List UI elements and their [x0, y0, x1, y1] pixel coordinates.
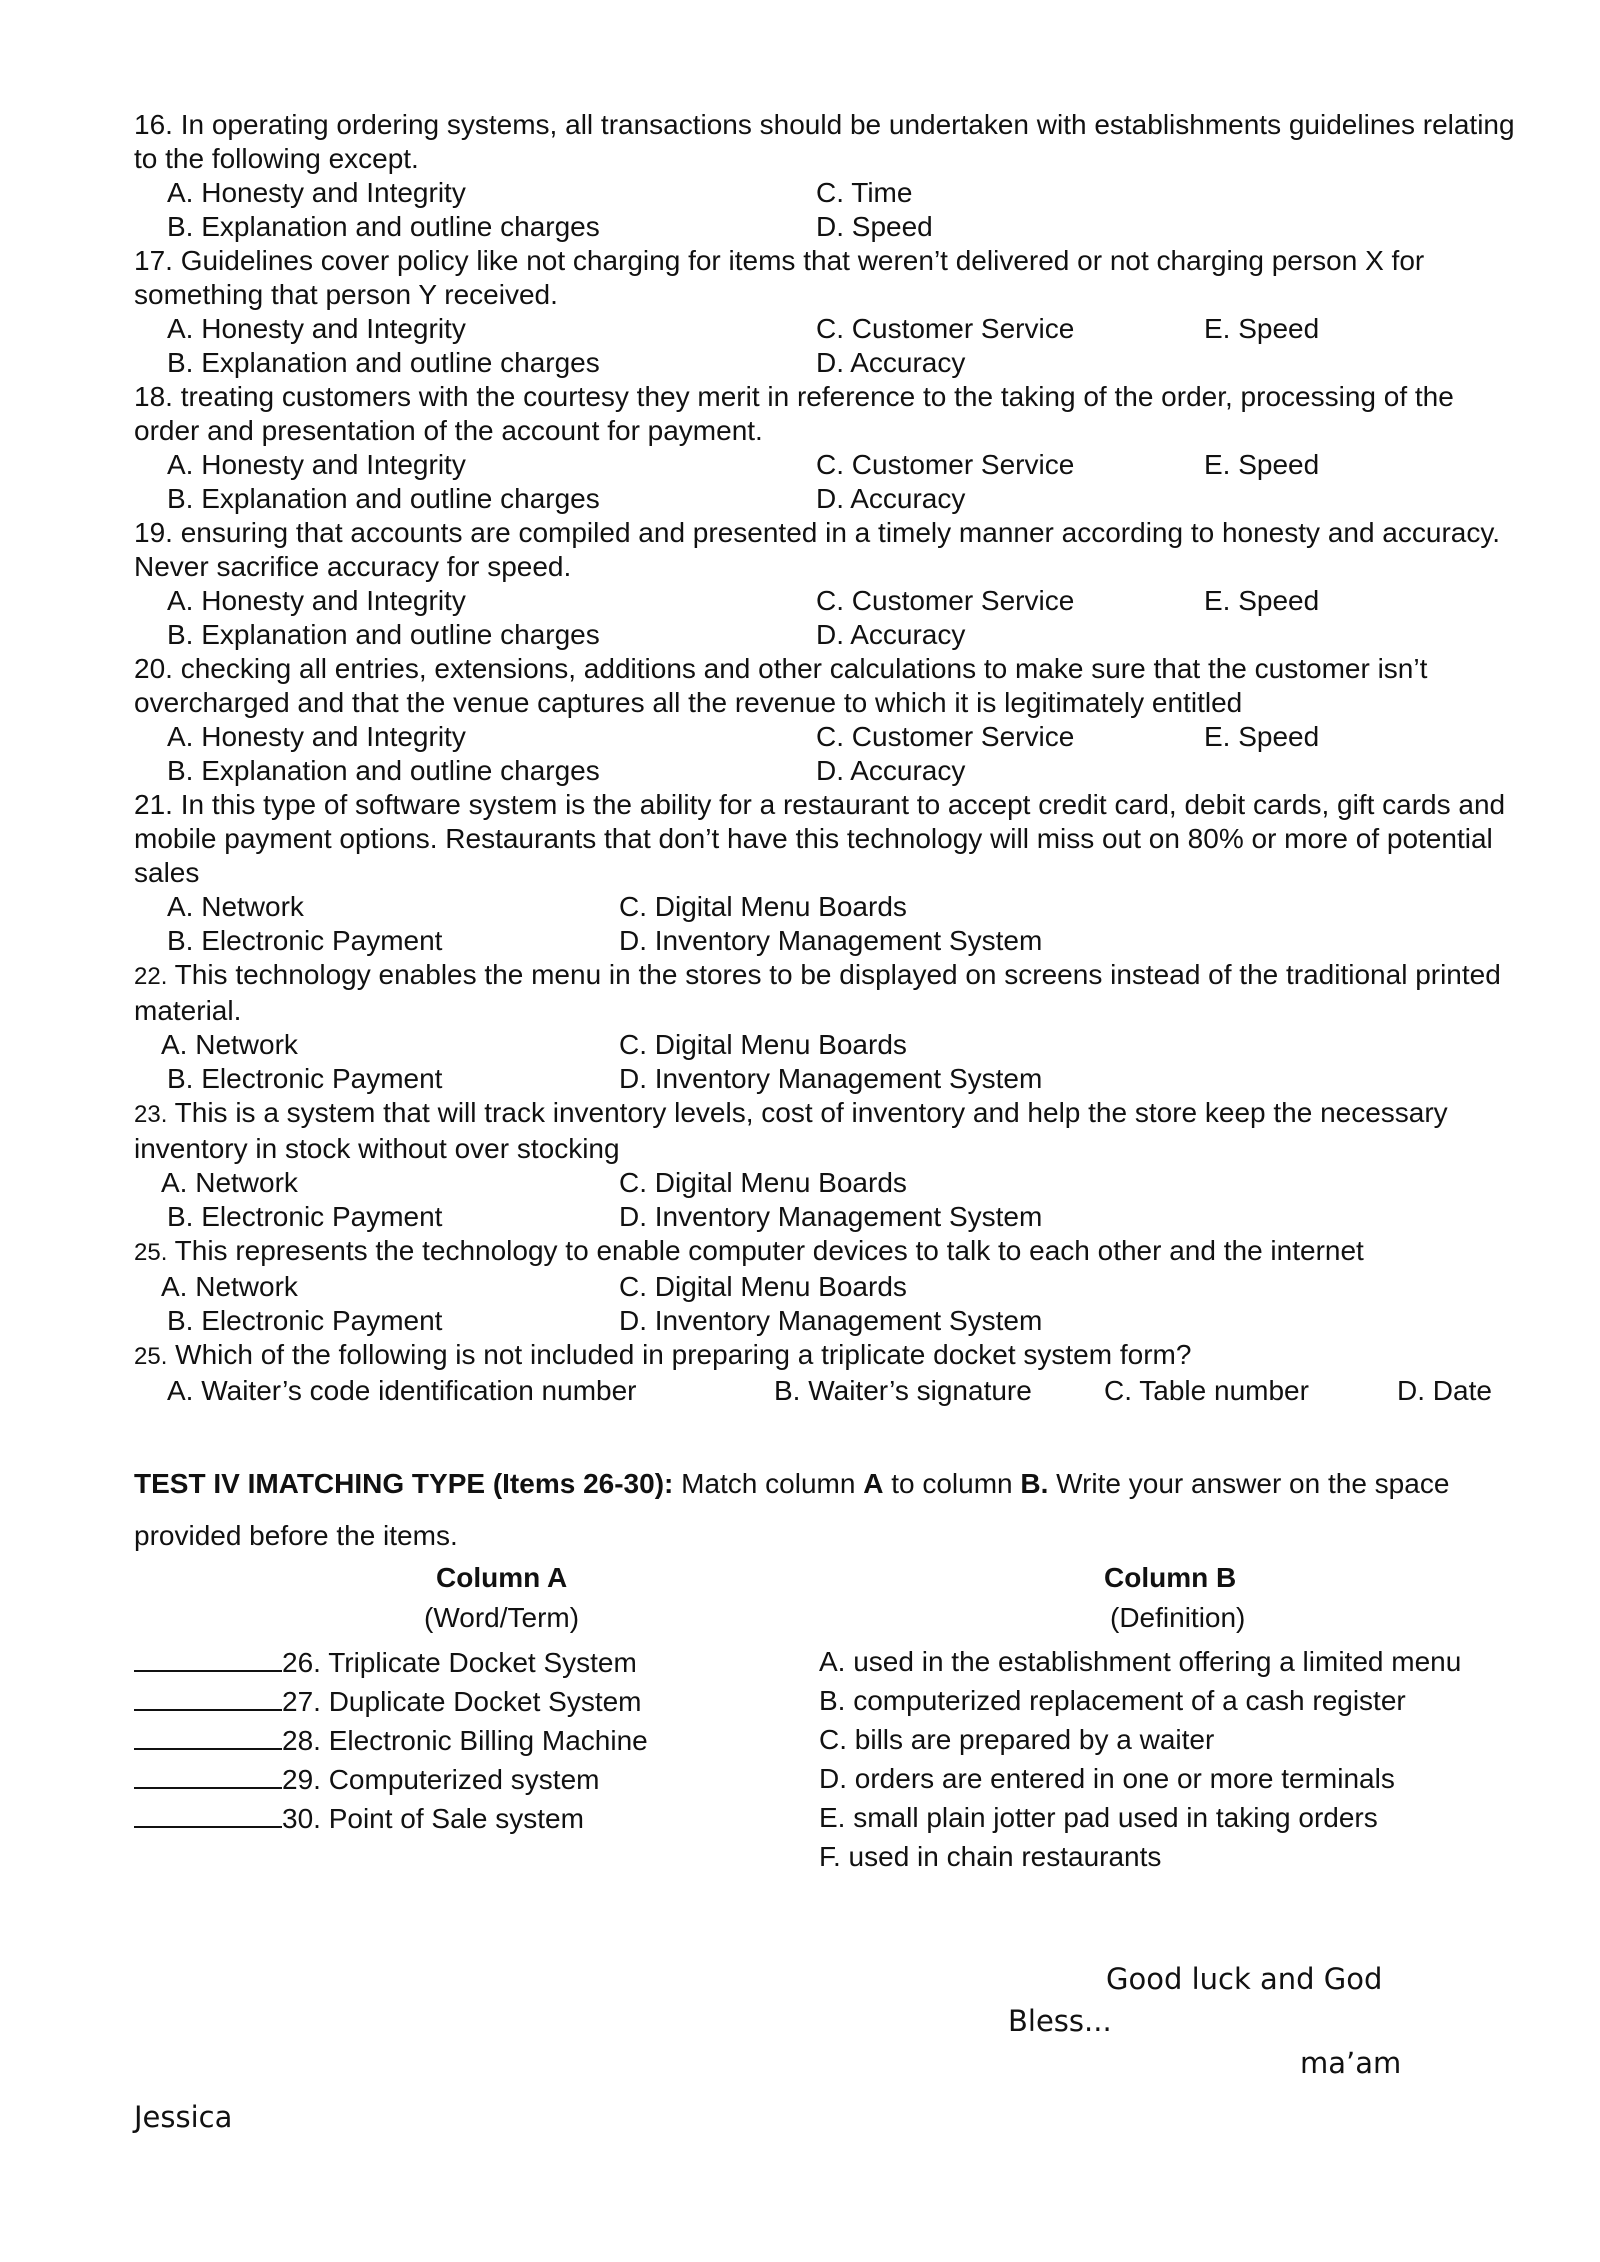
option: A. Network: [167, 891, 304, 922]
test-iv-instructions: [134, 1458, 1524, 1562]
option: D. Inventory Management System: [619, 925, 1043, 956]
question-stem: [134, 1338, 1524, 1374]
option: C. Customer Service: [816, 721, 1075, 752]
question-19: [134, 516, 1524, 652]
question-number: 23.: [134, 1101, 168, 1128]
option: E. Speed: [1204, 313, 1320, 344]
question-number: 25.: [134, 1343, 168, 1370]
question-stem: 16. In operating ordering systems, all transactions should be undertaken with establishments guidelines relating to the following except.: [134, 109, 1515, 174]
option: B. Explanation and outline charges: [167, 619, 600, 650]
option: B. Explanation and outline charges: [167, 755, 600, 786]
question-25a: [134, 1234, 1524, 1338]
test-heading: TEST IV IMATCHING TYPE (Items 26-30):: [134, 1468, 674, 1499]
option: A. Network: [161, 1029, 298, 1060]
instruction-text: to column: [883, 1468, 1021, 1499]
option: B. Explanation and outline charges: [167, 483, 600, 514]
question-stem: [134, 1234, 1524, 1270]
answer-blank[interactable]: [134, 1759, 282, 1789]
option: E. Speed: [1204, 585, 1320, 616]
answer-blank[interactable]: [134, 1681, 282, 1711]
term-text: 30. Point of Sale system: [282, 1803, 584, 1834]
definition-row: E. small plain jotter pad used in taking orders: [819, 1802, 1378, 1833]
option: D. Inventory Management System: [619, 1063, 1043, 1094]
option: E. Speed: [1204, 721, 1320, 752]
question-23: [134, 1096, 1524, 1234]
option: B. Electronic Payment: [167, 1201, 443, 1232]
option: B. Explanation and outline charges: [167, 211, 600, 242]
question-stem: 19. ensuring that accounts are compiled and presented in a timely manner according to honesty and accuracy. Never sacrifice accuracy for speed.: [134, 517, 1501, 582]
question-text: This is a system that will track inventory levels, cost of inventory and help the store keep the necessary inventory in stock without over stocking: [134, 1097, 1448, 1164]
option: C. Digital Menu Boards: [619, 1167, 907, 1198]
option: B. Electronic Payment: [167, 1305, 443, 1336]
term-text: 28. Electronic Billing Machine: [282, 1725, 648, 1756]
question-20: [134, 652, 1524, 788]
question-text: This technology enables the menu in the stores to be displayed on screens instead of the traditional printed material.: [134, 959, 1501, 1026]
question-22: [134, 958, 1524, 1096]
matching-table: [134, 1642, 1524, 1872]
question-25b: [134, 1338, 1524, 1408]
term-row: [134, 1798, 584, 1837]
question-number: 25.: [134, 1239, 168, 1266]
instruction-text: Match column: [673, 1468, 864, 1499]
question-stem: 21. In this type of software system is the ability for a restaurant to accept credit card, debit cards, gift cards and mobile payment options. Restaurants that don’t have this technology will miss out on 80% or more of potential sales: [134, 789, 1506, 888]
option: A. Network: [161, 1167, 298, 1198]
definition-row: C. bills are prepared by a waiter: [819, 1724, 1215, 1755]
option: E. Speed: [1204, 449, 1320, 480]
option: C. Table number: [1104, 1375, 1309, 1406]
column-a-ref: A: [863, 1468, 884, 1499]
option: A. Honesty and Integrity: [167, 721, 466, 752]
question-stem: 20. checking all entries, extensions, additions and other calculations to make sure that the customer isn’t overcharged and that the venue captures all the revenue to which it is legitimately entitled: [134, 653, 1428, 718]
question-text: This represents the technology to enable computer devices to talk to each other and the internet: [167, 1235, 1364, 1266]
term-row: [134, 1642, 637, 1681]
option: B. Explanation and outline charges: [167, 347, 600, 378]
term-text: 26. Triplicate Docket System: [282, 1647, 637, 1678]
option: C. Customer Service: [816, 449, 1075, 480]
question-18: [134, 380, 1524, 516]
column-b-ref: B.: [1020, 1468, 1049, 1499]
option: C. Customer Service: [816, 585, 1075, 616]
option: C. Digital Menu Boards: [619, 1271, 907, 1302]
question-stem: [134, 958, 1524, 1028]
answer-blank[interactable]: [134, 1642, 282, 1672]
option: D. Inventory Management System: [619, 1201, 1043, 1232]
option: D. Accuracy: [816, 347, 966, 378]
option: C. Time: [816, 177, 913, 208]
term-row: [134, 1759, 599, 1798]
option: D. Speed: [816, 211, 933, 242]
option: D. Accuracy: [816, 483, 966, 514]
option: C. Customer Service: [816, 313, 1075, 344]
option: D. Inventory Management System: [619, 1305, 1043, 1336]
closing-line-1: Good luck and God: [1106, 1962, 1383, 1996]
closing-line-3: ma’am: [1300, 2046, 1402, 2080]
option: D. Accuracy: [816, 619, 966, 650]
column-b-subtitle: (Definition): [1110, 1602, 1246, 1633]
term-row: [134, 1681, 642, 1720]
option: C. Digital Menu Boards: [619, 1029, 907, 1060]
question-stem: [134, 1096, 1524, 1166]
answer-blank[interactable]: [134, 1720, 282, 1750]
column-headers: [134, 1562, 1524, 1642]
question-stem: 18. treating customers with the courtesy they merit in reference to the taking of the order, processing of the order and presentation of the account for payment.: [134, 381, 1454, 446]
definition-row: B. computerized replacement of a cash register: [819, 1685, 1406, 1716]
question-text: Which of the following is not included in preparing a triplicate docket system form?: [167, 1339, 1192, 1370]
term-text: 27. Duplicate Docket System: [282, 1686, 642, 1717]
column-a-title: Column A: [436, 1562, 568, 1593]
definition-row: D. orders are entered in one or more terminals: [819, 1763, 1395, 1794]
definition-row: A. used in the establishment offering a limited menu: [819, 1646, 1462, 1677]
option: B. Electronic Payment: [167, 1063, 443, 1094]
option: B. Electronic Payment: [167, 925, 443, 956]
question-number: 22.: [134, 963, 168, 990]
question-21: [134, 788, 1524, 958]
closing-line-2: Bless...: [1008, 2004, 1112, 2038]
definition-row: F. used in chain restaurants: [819, 1841, 1162, 1872]
option: A. Honesty and Integrity: [167, 449, 466, 480]
term-text: 29. Computerized system: [282, 1764, 600, 1795]
teacher-name: Jessica: [134, 2100, 233, 2134]
option: D. Date: [1397, 1375, 1492, 1406]
option: C. Digital Menu Boards: [619, 891, 907, 922]
option: A. Honesty and Integrity: [167, 177, 466, 208]
instruction-text: Write your answer on the space provided before the items.: [134, 1468, 1450, 1551]
answer-blank[interactable]: [134, 1798, 282, 1828]
exam-page: [134, 108, 1524, 1872]
option: D. Accuracy: [816, 755, 966, 786]
question-17: [134, 244, 1524, 380]
option: A. Waiter’s code identification number: [167, 1375, 637, 1406]
column-a-subtitle: (Word/Term): [424, 1602, 580, 1633]
option: A. Network: [161, 1271, 298, 1302]
option: B. Waiter’s signature: [774, 1375, 1032, 1406]
option: A. Honesty and Integrity: [167, 313, 466, 344]
question-stem: 17. Guidelines cover policy like not charging for items that weren’t delivered or not charging person X for something that person Y received.: [134, 245, 1425, 310]
question-16: [134, 108, 1524, 244]
column-b-title: Column B: [1104, 1562, 1237, 1593]
option: A. Honesty and Integrity: [167, 585, 466, 616]
term-row: [134, 1720, 648, 1759]
